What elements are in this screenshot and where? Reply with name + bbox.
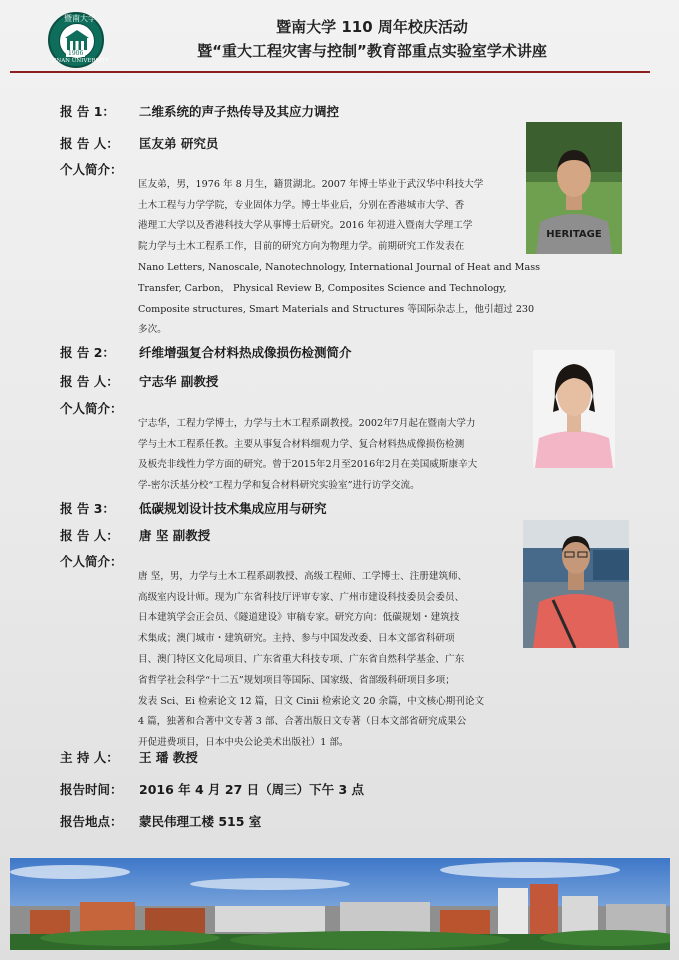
- speaker-1-label: 报 告 人：: [60, 136, 119, 151]
- time-value: 2016 年 4 月 27 日（周三）下午 3 点: [139, 782, 365, 797]
- bio-3-label: 个人简介：: [60, 554, 123, 569]
- talk-2-bio: 宁志华，工程力学博士，力学与土木工程系副教授。2002年7月起在暨南大学力 学与土木工程系任教。主要从事复合材料细观力学、复合材料热成像损伤检测 及板壳非线性力学方面的研究。曾于2015年2月至2016年2月在美国威斯康辛大 学-密尔沃基分校“工程力学和复合材料研究实验室”进行访学交流。: [138, 417, 478, 492]
- speaker-2-label: 报 告 人：: [60, 374, 119, 389]
- host-value: 王 璠 教授: [139, 750, 198, 765]
- talk-1-bio: 匡友弟，男，1976 年 8 月生，籍贯湖北。2007 年博士毕业于武汉华中科技大学 土木工程与力学学院，专业固体力学。博士毕业后，分别在香港城市大学、香 港理工大学以及香港科技大学从事博士后研究。2016 年初进入暨南大学理工学 院力学与土木工程系工作，目前的研究方向为物理力学。前期研究工作发表在 Nano Letters, Nanoscale, Nanotechnology, International Journal of Heat and Mass Transfer, Carbon， Physical Review B, Composites Science and Technology, Composite structures, Smart Materials and Structures 等国际杂志上，他引超过 230 多次。: [138, 178, 541, 336]
- shirt-text: HERITAGE: [546, 229, 602, 240]
- page-title: 暨南大学 110 周年校庆活动: [276, 18, 468, 36]
- university-logo: [48, 12, 109, 68]
- page-subtitle: 暨“重大工程灾害与控制”教育部重点实验室学术讲座: [197, 42, 547, 60]
- talk-1-title: 二维系统的声子热传导及其应力调控: [139, 104, 340, 119]
- speaker-3-photo: [523, 520, 629, 648]
- report-2-label: 报 告 2：: [60, 345, 115, 360]
- bio-2-label: 个人简介：: [60, 401, 123, 416]
- talk-2-title: 纤维增强复合材料热成像损伤检测简介: [139, 345, 352, 360]
- talk-2-speaker: 宁志华 副教授: [139, 374, 219, 389]
- campus-banner: [10, 858, 670, 950]
- talk-3-title: 低碳规划设计技术集成应用与研究: [139, 501, 327, 516]
- host-label: 主 持 人：: [60, 750, 119, 765]
- speaker-2-photo: [533, 350, 615, 468]
- speaker-3-label: 报 告 人：: [60, 528, 119, 543]
- logo-year: 1906: [68, 50, 84, 57]
- place-label: 报告地点：: [60, 814, 123, 829]
- logo-name: 暨南大学: [64, 14, 96, 23]
- header-divider: [10, 71, 650, 73]
- speaker-1-photo: [526, 122, 622, 254]
- time-label: 报告时间：: [60, 782, 123, 797]
- report-3-label: 报 告 3：: [60, 501, 115, 516]
- talk-3-bio: 唐 坚，男，力学与土木工程系副教授、高级工程师、工学博士、注册建筑师、 高级室内设计师。现为广东省科技厅评审专家、广州市建设科技委员会委员、 日本建筑学会正会员、《隧道建设》审稿专家。研究方向：低碳规划・建筑技 术集成；澳门城市・建筑研究。主持、参与中国发改委、日本文部省科研项 目、澳门特区文化局项目、广东省重大科技专项、广东省自然科学基金、广东 省哲学社会科学“十二五”规划项目等国际、国家级、省部级科研项目多项； 发表 Sci、Ei 检索论文 12 篇，日文 Cinii 检索论文 20 余篇，中文核心期刊论文 4 篇，独著和合著中文专著 3 部、合著出版日文专著（日本文部省研究成果公 开促进费项目，日本中央公论美术出版社）1 部。: [138, 570, 485, 749]
- talk-1-speaker: 匡友弟 研究员: [139, 136, 219, 151]
- place-value: 蒙民伟理工楼 515 室: [139, 814, 262, 829]
- logo-ring-text: JINAN UNIVERSITY: [52, 58, 109, 64]
- talk-3-speaker: 唐 坚 副教授: [139, 528, 211, 543]
- bio-1-label: 个人简介：: [60, 162, 123, 177]
- report-1-label: 报 告 1：: [60, 104, 115, 119]
